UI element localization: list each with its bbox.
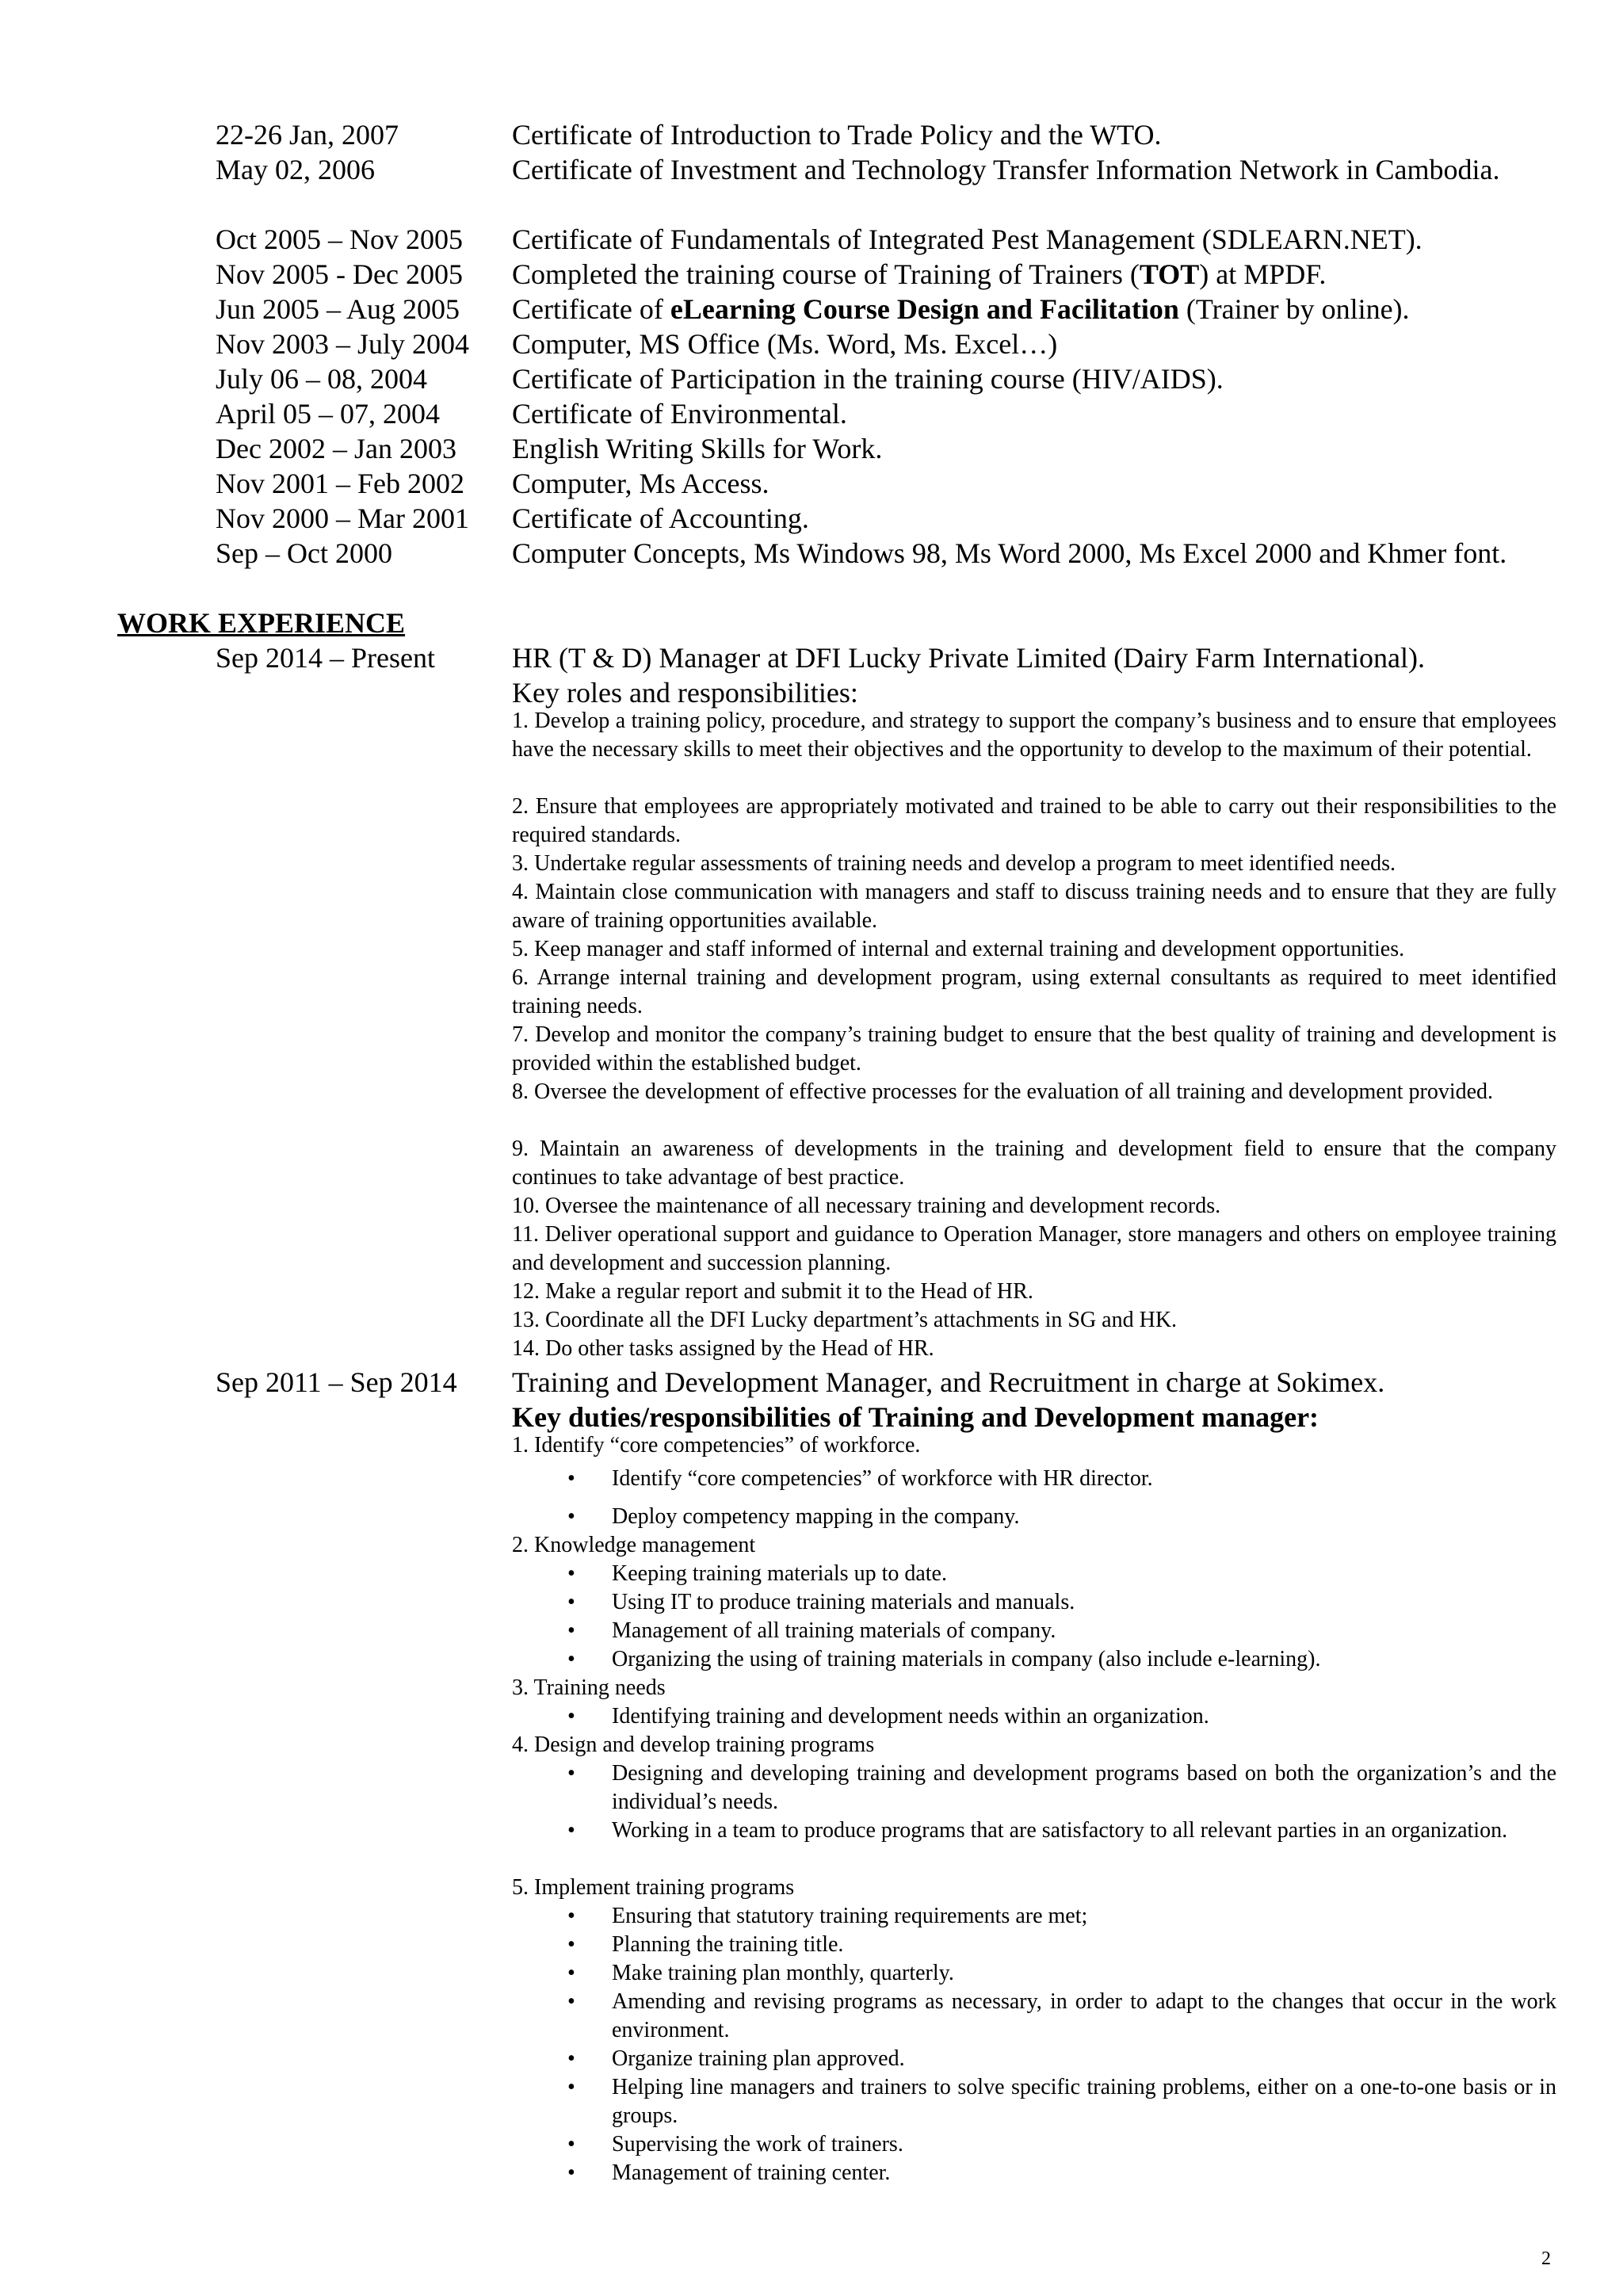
- bullet: •: [567, 1504, 575, 1529]
- bullet: •: [567, 1647, 575, 1671]
- certificate-desc: Computer, Ms Access.: [512, 468, 769, 499]
- roles-heading: Key roles and responsibilities:: [512, 677, 858, 709]
- responsibility-item: 3. Undertake regular assessments of training needs and develop a program to meet identified needs.: [512, 851, 1396, 876]
- job-date: Sep 2014 – Present: [216, 642, 435, 674]
- duty-section: 2. Knowledge management: [512, 1533, 756, 1557]
- bullet: •: [567, 1561, 575, 1586]
- bullet-text: Organize training plan approved.: [612, 2046, 905, 2071]
- certificate-desc: Computer Concepts, Ms Windows 98, Ms Word 2000, Ms Excel 2000 and Khmer font.: [512, 537, 1507, 569]
- duty-section: 4. Design and develop training programs: [512, 1733, 875, 1757]
- certificate-desc: Completed the training course of Training of Trainers (TOT) at MPDF.: [512, 258, 1327, 290]
- responsibility-item: 7. Develop and monitor the company’s training budget to ensure that the best quality of training and development is provided within the established budget.: [512, 1022, 1556, 1075]
- responsibility-item: 14. Do other tasks assigned by the Head of HR.: [512, 1336, 934, 1361]
- certificate-date: July 06 – 08, 2004: [216, 363, 428, 395]
- bullet-text: Keeping training materials up to date.: [612, 1561, 947, 1586]
- responsibility-item: 2. Ensure that employees are appropriately motivated and trained to be able to carry out their responsibilities to the required standards.: [512, 794, 1556, 847]
- bullet-text: Management of all training materials of company.: [612, 1618, 1056, 1643]
- responsibility-item: 4. Maintain close communication with managers and staff to discuss training needs and to ensure that they are fully aware of training opportunities available.: [512, 880, 1556, 933]
- bullet-text: Deploy competency mapping in the company.: [612, 1504, 1020, 1529]
- certificate-date: Jun 2005 – Aug 2005: [216, 293, 460, 325]
- responsibility-item: 11. Deliver operational support and guidance to Operation Manager, store managers and others on employee training and development and succession planning.: [512, 1222, 1556, 1275]
- bullet-text: Organizing the using of training materials in company (also include e-learning).: [612, 1647, 1321, 1671]
- duties-heading: Key duties/responsibilities of Training and Development manager:: [512, 1401, 1319, 1433]
- certificate-desc: Certificate of Introduction to Trade Policy and the WTO.: [512, 119, 1162, 151]
- bullet: •: [567, 2075, 575, 2099]
- bullet-text: Identify “core competencies” of workforce with HR director.: [612, 1466, 1153, 1491]
- responsibility-item: 9. Maintain an awareness of developments in the training and development field to ensure that the company continues to take advantage of best practice.: [512, 1137, 1556, 1190]
- bullet: •: [567, 1818, 575, 1843]
- certificate-desc: Computer, MS Office (Ms. Word, Ms. Excel…): [512, 328, 1058, 360]
- job-title: HR (T & D) Manager at DFI Lucky Private Limited (Dairy Farm International).: [512, 642, 1426, 674]
- certificate-desc: Certificate of eLearning Course Design and Facilitation (Trainer by online).: [512, 293, 1410, 325]
- bullet: •: [567, 2160, 575, 2185]
- certificate-date: April 05 – 07, 2004: [216, 398, 440, 430]
- certificate-date: Oct 2005 – Nov 2005: [216, 223, 463, 255]
- bullet: •: [567, 1618, 575, 1643]
- bullet-text: Designing and developing training and development programs based on both the organization’s and the individual’s needs.: [612, 1761, 1556, 1814]
- job-title: Training and Development Manager, and Recruitment in charge at Sokimex.: [512, 1366, 1385, 1398]
- duty-section: 5. Implement training programs: [512, 1875, 795, 1900]
- responsibility-item: 1. Develop a training policy, procedure, and strategy to support the company’s business and to ensure that employees have the necessary skills to meet their objectives and the opportunity to develop to the maximum of their potential.: [512, 709, 1556, 762]
- certificate-date: Sep – Oct 2000: [216, 537, 392, 569]
- bullet: •: [567, 1590, 575, 1614]
- bullet-text: Supervising the work of trainers.: [612, 2132, 903, 2157]
- work-experience-heading: WORK EXPERIENCE: [117, 607, 406, 639]
- bullet-text: Planning the training title.: [612, 1932, 844, 1957]
- certificate-date: May 02, 2006: [216, 154, 375, 185]
- bullet: •: [567, 1904, 575, 1928]
- certificate-desc: Certificate of Accounting.: [512, 502, 809, 534]
- bullet: •: [567, 1989, 575, 2014]
- responsibility-item: 10. Oversee the maintenance of all necessary training and development records.: [512, 1194, 1221, 1218]
- bullet-text: Using IT to produce training materials and manuals.: [612, 1590, 1075, 1614]
- bullet-text: Make training plan monthly, quarterly.: [612, 1961, 954, 1985]
- bullet-text: Amending and revising programs as necessary, in order to adapt to the changes that occur in the work environment.: [612, 1989, 1556, 2042]
- page-number: 2: [1541, 2248, 1551, 2269]
- certificate-desc: Certificate of Investment and Technology Transfer Information Network in Cambodia.: [512, 154, 1500, 185]
- bullet-text: Working in a team to produce programs that are satisfactory to all relevant parties in an organization.: [612, 1818, 1508, 1843]
- certificate-date: Nov 2005 - Dec 2005: [216, 258, 463, 290]
- certificate-desc: Certificate of Environmental.: [512, 398, 847, 430]
- bullet: •: [567, 1704, 575, 1729]
- certificate-date: Nov 2000 – Mar 2001: [216, 502, 469, 534]
- responsibility-item: 13. Coordinate all the DFI Lucky department’s attachments in SG and HK.: [512, 1308, 1178, 1332]
- bullet: •: [567, 1932, 575, 1957]
- bullet-text: Management of training center.: [612, 2160, 891, 2185]
- certificate-desc: Certificate of Fundamentals of Integrated Pest Management (SDLEARN.NET).: [512, 223, 1423, 255]
- responsibility-item: 5. Keep manager and staff informed of internal and external training and development opportunities.: [512, 937, 1405, 961]
- bullet: •: [567, 1761, 575, 1786]
- responsibility-item: 6. Arrange internal training and development program, using external consultants as required to meet identified training needs.: [512, 965, 1556, 1018]
- bullet-text: Ensuring that statutory training requirements are met;: [612, 1904, 1088, 1928]
- certificate-date: 22-26 Jan, 2007: [216, 119, 399, 151]
- duty-section: 1. Identify “core competencies” of workforce.: [512, 1433, 921, 1457]
- bullet: •: [567, 2132, 575, 2157]
- certificate-date: Nov 2003 – July 2004: [216, 328, 470, 360]
- certificate-desc: Certificate of Participation in the training course (HIV/AIDS).: [512, 363, 1224, 395]
- certificate-date: Nov 2001 – Feb 2002: [216, 468, 464, 499]
- duty-section: 3. Training needs: [512, 1675, 666, 1700]
- bullet-text: Helping line managers and trainers to solve specific training problems, either on a one-to-one basis or in groups.: [612, 2075, 1556, 2128]
- job-date: Sep 2011 – Sep 2014: [216, 1366, 457, 1398]
- bullet-text: Identifying training and development needs within an organization.: [612, 1704, 1209, 1729]
- responsibility-item: 12. Make a regular report and submit it to the Head of HR.: [512, 1279, 1033, 1304]
- certificate-desc: English Writing Skills for Work.: [512, 433, 883, 464]
- bullet: •: [567, 1961, 575, 1985]
- bullet: •: [567, 1466, 575, 1491]
- certificate-date: Dec 2002 – Jan 2003: [216, 433, 456, 464]
- responsibility-item: 8. Oversee the development of effective processes for the evaluation of all training and development provided.: [512, 1079, 1494, 1104]
- bullet: •: [567, 2046, 575, 2071]
